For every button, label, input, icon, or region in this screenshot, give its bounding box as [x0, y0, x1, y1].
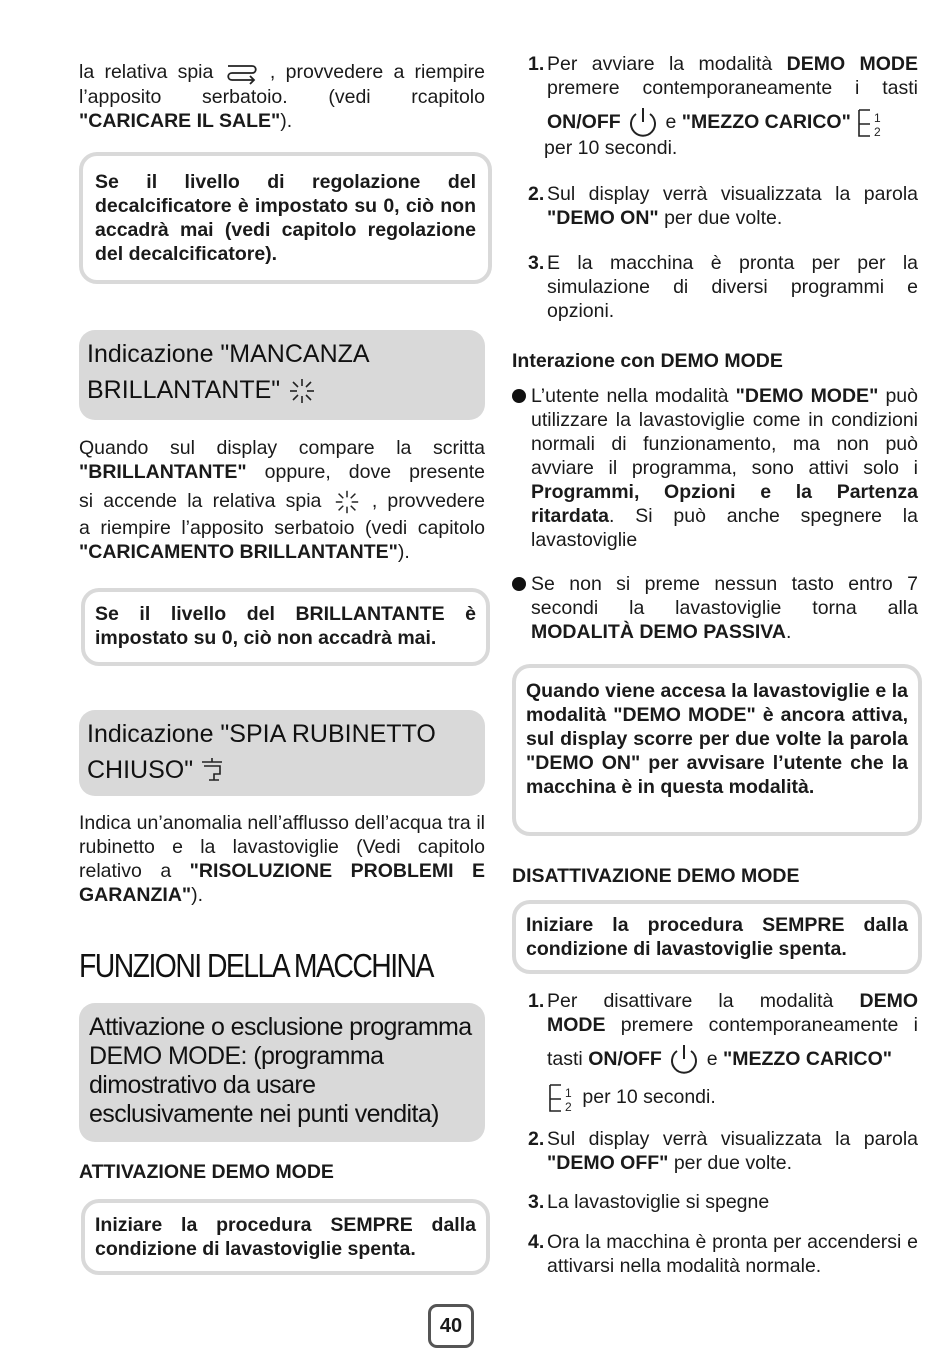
step-on-2-b: per due volte. [658, 207, 783, 229]
bullet-1 [512, 384, 918, 552]
step-off-1-d: per 10 secondi. [582, 1086, 716, 1109]
mancanza-line2-rest: oppure, dove presente [246, 461, 485, 483]
note-brillantante [81, 588, 490, 666]
step-number: 3. [528, 1191, 545, 1213]
bullet-1-bold2: Programmi, Opzioni e la Partenza ritardata [531, 481, 918, 527]
tap-closed-icon [200, 756, 226, 784]
bullet-dot [512, 577, 526, 591]
step-on-2 [528, 182, 918, 230]
bullet-1-mid: può utilizzare la lavastoviglie come in condizioni normali di funzionamento, ma non può avviare il programma, sono attivi solo i [531, 385, 918, 479]
subhead-attivazione: ATTIVAZIONE DEMO MODE [79, 1161, 334, 1183]
step-off-3-a: La lavastoviglie si spegne [547, 1191, 770, 1213]
step-off-4 [528, 1230, 918, 1278]
salt-text-end: ). [280, 109, 293, 132]
step-on-2-a: Sul display verrà visualizzata la parola [547, 183, 918, 205]
salt-warning-icon [224, 61, 270, 83]
step-off-2-bold: "DEMO OFF" [547, 1152, 669, 1174]
subhead-interazione: Interazione con DEMO MODE [512, 350, 783, 372]
step-off-1-b: premere contemporaneamente i [605, 1014, 918, 1036]
bullet-1-end: . Si può anche spegnere la lavastoviglie [531, 505, 918, 551]
mancanza-end: ). [397, 541, 410, 563]
note-decalcificatore-text: Se il livello di regolazione del decalcificatore è impostato su 0, ciò non accadrà mai (vedi capitolo regolazione del decalcificatore). [95, 171, 476, 265]
step-number: 4. [528, 1231, 545, 1253]
svg-text:1: 1 [565, 1086, 572, 1100]
half-load-icon [856, 111, 886, 139]
note-demo-on [512, 664, 922, 836]
half-load-icon [547, 1086, 577, 1114]
bullet-dot [512, 389, 526, 403]
step-on-3-a: E la macchina è pronta per per la simulazione di diversi programmi e opzioni. [547, 252, 918, 322]
step-off-1-c: tasti [547, 1048, 589, 1071]
bullet-2 [512, 572, 918, 644]
power-icon [626, 111, 660, 133]
step-on-1-mid: e [665, 111, 682, 134]
step-off-1-a: Per disattivare la modalità [547, 990, 860, 1012]
rubinetto-paragraph [79, 811, 485, 907]
salt-paragraph [79, 60, 485, 133]
step-on-1-d: per 10 secondi. [544, 137, 678, 159]
step-off-1-b-bold: MODE [547, 1014, 606, 1036]
note-decalcificatore [79, 152, 492, 284]
head-rubinetto [79, 710, 485, 796]
rinse-aid-icon [287, 376, 317, 404]
step-on-1-mezzo-carico: "MEZZO CARICO" [681, 111, 851, 134]
step-on-1-a: Per avviare la modalità [547, 53, 787, 75]
rubinetto-chapter-ref: "RISOLUZIONE PROBLEMI E GARANZIA" [79, 860, 485, 906]
step-off-1-onoff: ON/OFF [588, 1048, 662, 1071]
step-number: 1. [528, 53, 545, 75]
step-on-1 [528, 52, 918, 140]
bullet-1-pre: L’utente nella modalità [531, 385, 736, 407]
step-on-1-a-bold: DEMO MODE [786, 53, 919, 75]
step-on-1-b: premere contemporaneamente i tasti [547, 77, 918, 99]
step-on-3 [528, 251, 918, 323]
step-off-1-a-bold: DEMO [859, 990, 918, 1012]
mancanza-bold1: "BRILLANTANTE" [79, 461, 247, 483]
head-demo-mode [79, 1003, 485, 1142]
step-number: 3. [528, 252, 545, 274]
step-number: 1. [528, 990, 545, 1012]
mancanza-line4: a riempire l’apposito serbatoio (vedi capitolo [79, 517, 485, 539]
head-demo-text: Attivazione o esclusione programma DEMO MODE: (programma dimostrativo da usare esclusivamente nei punti vendita) [89, 1013, 472, 1128]
mancanza-paragraph [79, 436, 485, 564]
svg-text:2: 2 [874, 125, 881, 139]
note-spenta-left-text: Iniziare la procedura SEMPRE dalla condizione di lavastoviglie spenta. [95, 1214, 476, 1260]
head-rubinetto-text: Indicazione "SPIA RUBINETTO CHIUSO" [87, 720, 436, 784]
step-off-1-mezzo-carico: "MEZZO CARICO" [722, 1048, 893, 1071]
rinse-aid-icon-inline [332, 490, 372, 512]
head-mancanza-brillantante [79, 330, 485, 420]
salt-chapter-ref: "CARICARE IL SALE" [79, 109, 281, 132]
salt-text-post-a: , provvedere a riempire [269, 61, 485, 83]
note-spenta-right-text: Iniziare la procedura SEMPRE dalla condizione di lavastoviglie spenta. [526, 914, 908, 960]
rubinetto-end: ). [191, 884, 204, 906]
step-off-2 [528, 1127, 918, 1175]
section-title: FUNZIONI DELLA MACCHINA [79, 947, 433, 984]
step-off-2-b: per due volte. [668, 1152, 792, 1174]
note-brillantante-text: Se il livello del BRILLANTANTE è impostato su 0, ciò non accadrà mai. [95, 603, 476, 649]
mancanza-line1: Quando sul display compare la scritta [79, 437, 485, 459]
step-off-1 [528, 989, 918, 1115]
svg-text:1: 1 [874, 111, 881, 125]
step-off-3 [528, 1190, 918, 1214]
page-number: 40 [428, 1304, 474, 1348]
step-off-4-a: Ora la macchina è pronta per accendersi e attivarsi nella modalità normale. [547, 1231, 918, 1277]
step-off-1-mid: e [706, 1048, 723, 1071]
subhead-disattivazione: DISATTIVAZIONE DEMO MODE [512, 865, 800, 887]
mancanza-line3-pre: si accende la relativa spia [79, 490, 322, 513]
note-spenta-left [81, 1199, 490, 1275]
power-icon [667, 1048, 701, 1070]
note-spenta-right [512, 900, 922, 974]
step-number: 2. [528, 183, 545, 205]
step-on-2-bold: "DEMO ON" [547, 207, 659, 229]
step-on-1-onoff: ON/OFF [547, 111, 621, 134]
note-demo-on-text: Quando viene accesa la lavastoviglie e la modalità "DEMO MODE" è ancora attiva, sul display scorre per due volte la parola "DEMO ON" per avvisare l’utente che la macchina è in questa modalità. [526, 680, 908, 798]
bullet-2-bold: MODALITÀ DEMO PASSIVA [531, 621, 786, 643]
salt-text-pre: la relativa spia [79, 61, 214, 83]
step-number: 2. [528, 1128, 545, 1150]
mancanza-chapter-ref: "CARICAMENTO BRILLANTANTE" [79, 541, 398, 563]
head-mancanza-text: Indicazione "MANCANZA BRILLANTANTE" [87, 340, 369, 404]
rubinetto-text: Indica un’anomalia nell’afflusso dell’acqua tra il rubinetto e la lavastoviglie (Vedi capitolo relativo a [79, 812, 485, 882]
bullet-1-bold1: "DEMO MODE" [735, 385, 879, 407]
bullet-2-end: . [785, 621, 792, 643]
step-off-2-a: Sul display verrà visualizzata la parola [547, 1128, 918, 1150]
bullet-2-pre: Se non si preme nessun tasto entro 7 secondi la lavastoviglie torna alla [531, 573, 918, 619]
salt-text-line2: l’apposito serbatoio. (vedi rcapitolo [79, 85, 485, 108]
mancanza-line3-post: , provvedere [371, 490, 485, 513]
svg-text:2: 2 [565, 1100, 572, 1114]
